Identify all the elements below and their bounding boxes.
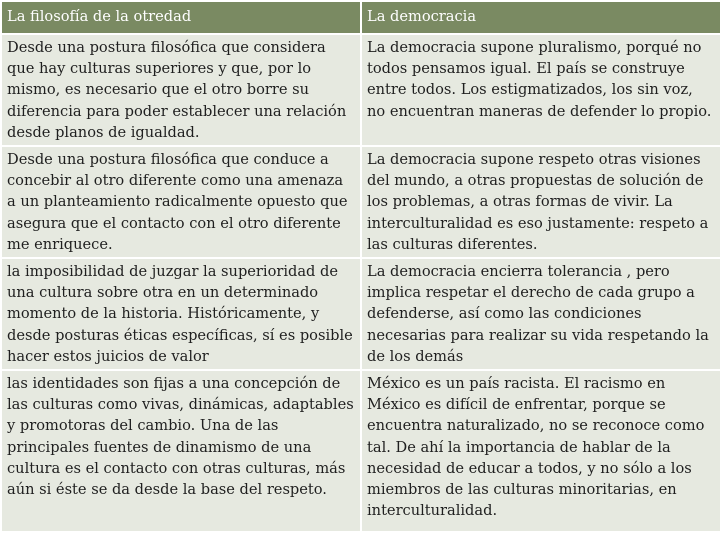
table-cell: la imposibilidad de juzgar la superioridad de una cultura sobre otra en un determinado momento de la historia. Históricamente, y desde posturas éticas específicas, sí es posible hacer estos juicios de valor: [2, 259, 360, 369]
table-row: [2, 35, 720, 145]
table-header-row: [2, 2, 720, 33]
table-cell: México es un país racista. El racismo en México es difícil de enfrentar, porque se encuentra naturalizado, no se reconoce como tal. De ahí la importancia de hablar de la necesidad de educar a todos, y no sólo a los miembros de las culturas minoritarias, en interculturalidad.: [362, 371, 720, 531]
header-democracia: La democracia: [362, 2, 720, 33]
table-cell: Desde una postura filosófica que conduce a concebir al otro diferente como una amenaza a un planteamiento radicalmente opuesto que asegura que el contacto con el otro diferente me enriquece.: [2, 147, 360, 257]
table-row: [2, 371, 720, 531]
table-row: [2, 147, 720, 257]
header-filosofia-otredad: La filosofía de la otredad: [2, 2, 360, 33]
table-cell: La democracia supone pluralismo, porqué no todos pensamos igual. El país se construye entre todos. Los estigmatizados, los sin voz, no encuentran maneras de defender lo propio.: [362, 35, 720, 145]
table-cell: las identidades son fijas a una concepción de las culturas como vivas, dinámicas, adaptables y promotoras del cambio. Una de las principales fuentes de dinamismo de una cultura es el contacto con otras culturas, más aún si éste se da desde la base del respeto.: [2, 371, 360, 531]
table-row: [2, 259, 720, 369]
table-cell: La democracia supone respeto otras visiones del mundo, a otras propuestas de solución de los problemas, a otras formas de vivir. La interculturalidad es eso justamente: respeto a las culturas diferentes.: [362, 147, 720, 257]
table-cell: Desde una postura filosófica que considera que hay culturas superiores y que, por lo mismo, es necesario que el otro borre su diferencia para poder establecer una relación desde planos de igualdad.: [2, 35, 360, 145]
table-cell: La democracia encierra tolerancia , pero implica respetar el derecho de cada grupo a defenderse, así como las condiciones necesarias para realizar su vida respetando la de los demás: [362, 259, 720, 369]
